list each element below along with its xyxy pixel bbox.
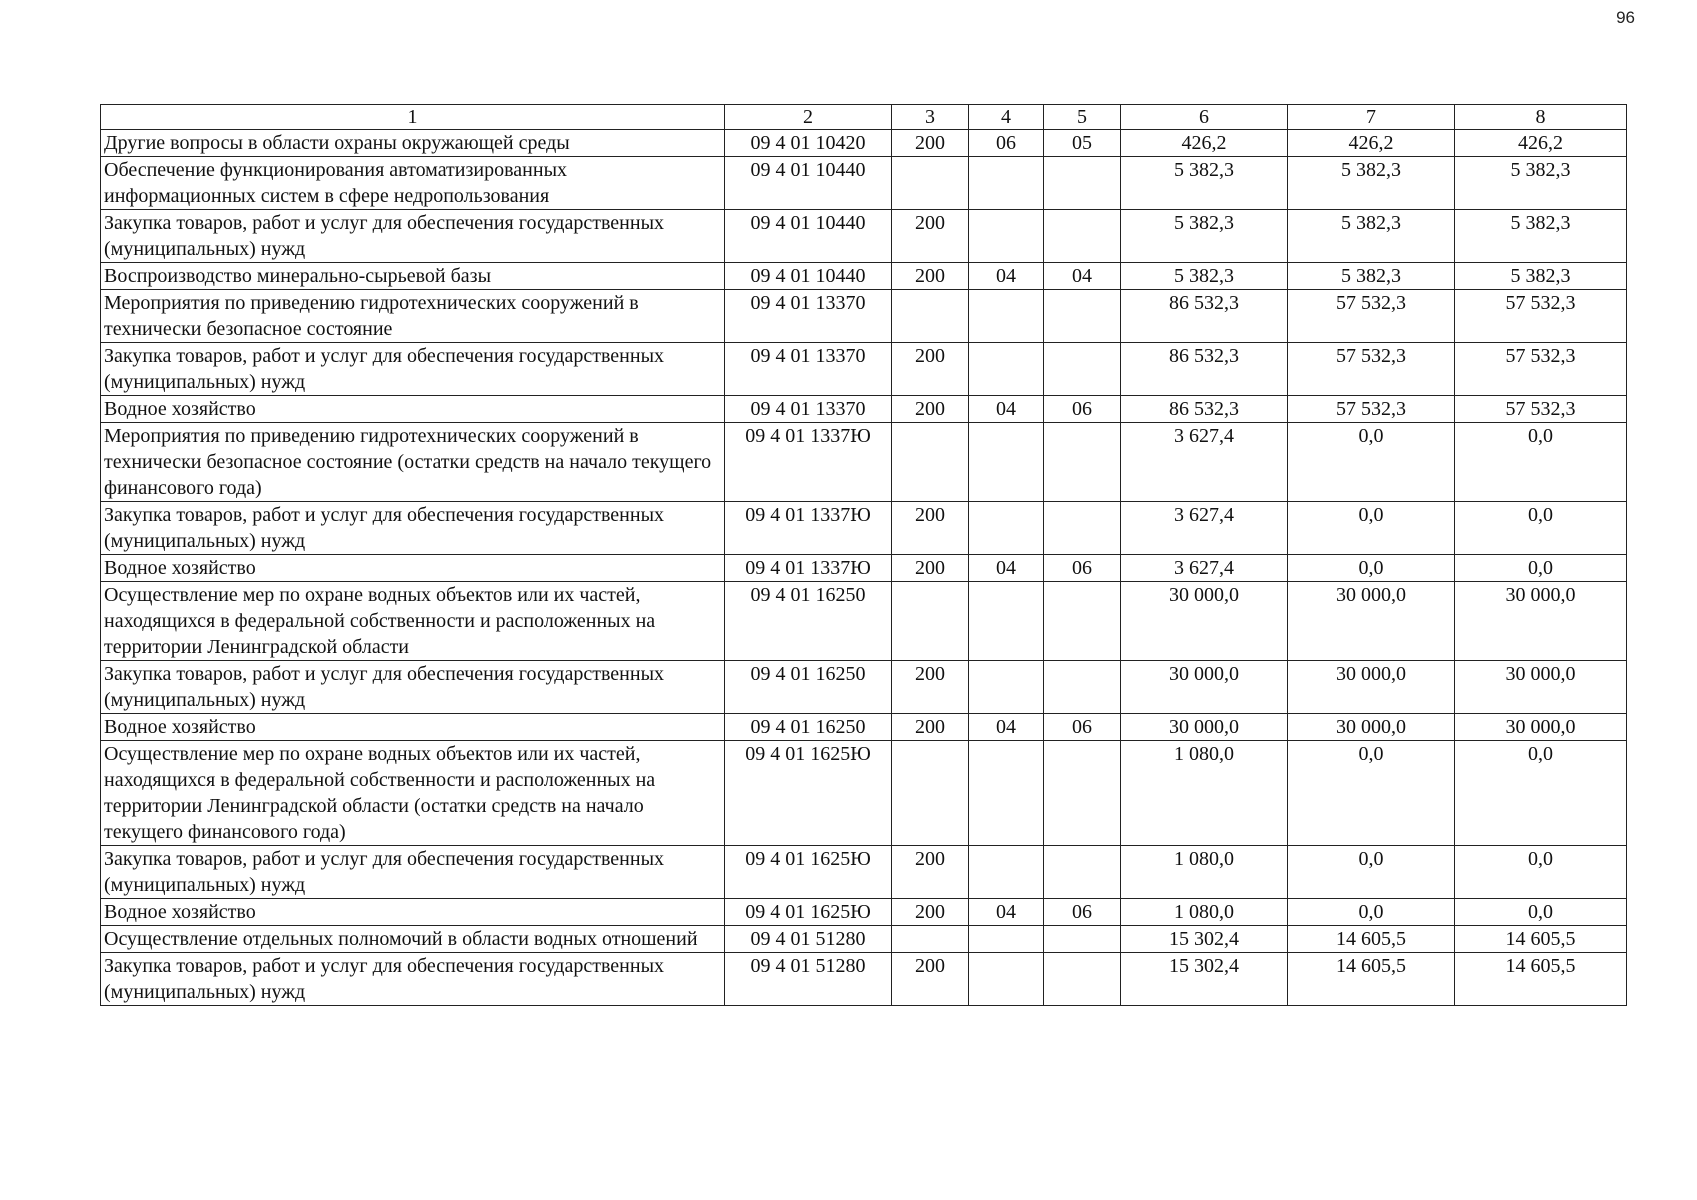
row-name-cell: Мероприятия по приведению гидротехнических сооружений в технически безопасное состояние [101, 290, 725, 343]
table-row [101, 741, 1627, 846]
row-vr-cell: 200 [892, 502, 969, 555]
row-value-col7-cell: 57 532,3 [1288, 343, 1455, 396]
row-vr-cell: 200 [892, 846, 969, 899]
row-value-col6-cell: 5 382,3 [1121, 210, 1288, 263]
row-pr-cell: 06 [1044, 396, 1121, 423]
row-value-col7-cell: 57 532,3 [1288, 290, 1455, 343]
row-code-cell: 09 4 01 10420 [725, 130, 892, 157]
row-value-col6-cell: 15 302,4 [1121, 926, 1288, 953]
row-code-cell: 09 4 01 1625Ю [725, 846, 892, 899]
row-value-col7-cell: 14 605,5 [1288, 926, 1455, 953]
row-value-col6-cell: 30 000,0 [1121, 714, 1288, 741]
row-code-cell: 09 4 01 13370 [725, 343, 892, 396]
row-value-col7-cell: 30 000,0 [1288, 582, 1455, 661]
row-value-col8-cell: 30 000,0 [1455, 661, 1627, 714]
table-row [101, 396, 1627, 423]
table-row [101, 210, 1627, 263]
table-row [101, 502, 1627, 555]
row-code-cell: 09 4 01 1337Ю [725, 423, 892, 502]
row-rz-cell [969, 926, 1044, 953]
row-vr-cell [892, 582, 969, 661]
row-value-col8-cell: 0,0 [1455, 423, 1627, 502]
row-vr-cell [892, 926, 969, 953]
row-code-cell: 09 4 01 13370 [725, 290, 892, 343]
row-value-col8-cell: 0,0 [1455, 846, 1627, 899]
row-rz-cell: 04 [969, 555, 1044, 582]
row-rz-cell [969, 661, 1044, 714]
row-name-cell: Закупка товаров, работ и услуг для обеспечения государственных (муниципальных) нужд [101, 210, 725, 263]
row-value-col8-cell: 5 382,3 [1455, 263, 1627, 290]
row-name-cell: Воспроизводство минерально-сырьевой базы [101, 263, 725, 290]
row-value-col8-cell: 5 382,3 [1455, 157, 1627, 210]
table-row [101, 263, 1627, 290]
row-value-col7-cell: 426,2 [1288, 130, 1455, 157]
row-code-cell: 09 4 01 1625Ю [725, 741, 892, 846]
row-name-cell: Закупка товаров, работ и услуг для обеспечения государственных (муниципальных) нужд [101, 846, 725, 899]
row-rz-cell: 04 [969, 899, 1044, 926]
row-value-col7-cell: 5 382,3 [1288, 263, 1455, 290]
budget-table [100, 104, 1627, 1006]
row-vr-cell: 200 [892, 714, 969, 741]
row-code-cell: 09 4 01 1625Ю [725, 899, 892, 926]
row-code-cell: 09 4 01 16250 [725, 582, 892, 661]
row-value-col8-cell: 0,0 [1455, 741, 1627, 846]
row-rz-cell [969, 741, 1044, 846]
row-value-col7-cell: 0,0 [1288, 899, 1455, 926]
row-value-col8-cell: 14 605,5 [1455, 953, 1627, 1006]
row-value-col8-cell: 0,0 [1455, 899, 1627, 926]
row-value-col6-cell: 30 000,0 [1121, 661, 1288, 714]
row-rz-cell [969, 343, 1044, 396]
row-value-col8-cell: 57 532,3 [1455, 343, 1627, 396]
table-row [101, 899, 1627, 926]
row-name-cell: Мероприятия по приведению гидротехнических сооружений в технически безопасное состояние (остатки средств на начало текущего финансового года) [101, 423, 725, 502]
row-rz-cell [969, 846, 1044, 899]
row-code-cell: 09 4 01 1337Ю [725, 555, 892, 582]
row-pr-cell [1044, 290, 1121, 343]
row-vr-cell: 200 [892, 555, 969, 582]
row-value-col8-cell: 30 000,0 [1455, 714, 1627, 741]
row-vr-cell: 200 [892, 210, 969, 263]
row-rz-cell: 06 [969, 130, 1044, 157]
row-value-col7-cell: 30 000,0 [1288, 714, 1455, 741]
header-cell: 5 [1044, 105, 1121, 130]
row-pr-cell [1044, 157, 1121, 210]
row-vr-cell: 200 [892, 130, 969, 157]
row-value-col8-cell: 426,2 [1455, 130, 1627, 157]
row-value-col7-cell: 0,0 [1288, 423, 1455, 502]
row-value-col8-cell: 30 000,0 [1455, 582, 1627, 661]
row-name-cell: Водное хозяйство [101, 396, 725, 423]
table-row [101, 555, 1627, 582]
row-value-col6-cell: 1 080,0 [1121, 741, 1288, 846]
header-cell: 4 [969, 105, 1044, 130]
row-rz-cell [969, 210, 1044, 263]
row-rz-cell: 04 [969, 396, 1044, 423]
row-vr-cell: 200 [892, 899, 969, 926]
row-vr-cell: 200 [892, 953, 969, 1006]
header-cell: 1 [101, 105, 725, 130]
table-row [101, 343, 1627, 396]
row-pr-cell [1044, 582, 1121, 661]
row-code-cell: 09 4 01 16250 [725, 661, 892, 714]
table-row [101, 661, 1627, 714]
row-value-col7-cell: 0,0 [1288, 846, 1455, 899]
table-row [101, 157, 1627, 210]
row-rz-cell [969, 502, 1044, 555]
row-vr-cell [892, 157, 969, 210]
row-name-cell: Водное хозяйство [101, 714, 725, 741]
row-value-col6-cell: 1 080,0 [1121, 846, 1288, 899]
row-value-col7-cell: 0,0 [1288, 741, 1455, 846]
row-code-cell: 09 4 01 51280 [725, 953, 892, 1006]
row-value-col7-cell: 14 605,5 [1288, 953, 1455, 1006]
header-cell: 6 [1121, 105, 1288, 130]
row-value-col7-cell: 57 532,3 [1288, 396, 1455, 423]
row-value-col8-cell: 0,0 [1455, 555, 1627, 582]
table-row [101, 582, 1627, 661]
row-name-cell: Осуществление отдельных полномочий в области водных отношений [101, 926, 725, 953]
row-value-col8-cell: 14 605,5 [1455, 926, 1627, 953]
row-value-col8-cell: 5 382,3 [1455, 210, 1627, 263]
row-value-col7-cell: 5 382,3 [1288, 210, 1455, 263]
row-value-col7-cell: 0,0 [1288, 502, 1455, 555]
row-value-col6-cell: 426,2 [1121, 130, 1288, 157]
row-value-col6-cell: 86 532,3 [1121, 343, 1288, 396]
row-code-cell: 09 4 01 13370 [725, 396, 892, 423]
row-code-cell: 09 4 01 10440 [725, 263, 892, 290]
row-rz-cell [969, 157, 1044, 210]
budget-table-container [100, 104, 1626, 1006]
row-value-col6-cell: 86 532,3 [1121, 396, 1288, 423]
table-row [101, 130, 1627, 157]
table-row [101, 846, 1627, 899]
row-rz-cell [969, 423, 1044, 502]
table-row [101, 953, 1627, 1006]
row-rz-cell: 04 [969, 714, 1044, 741]
row-name-cell: Осуществление мер по охране водных объектов или их частей, находящихся в федеральной собственности и расположенных на территории Ленинградской области (остатки средств на начало текущего финансового года) [101, 741, 725, 846]
row-value-col8-cell: 57 532,3 [1455, 290, 1627, 343]
row-rz-cell: 04 [969, 263, 1044, 290]
row-name-cell: Закупка товаров, работ и услуг для обеспечения государственных (муниципальных) нужд [101, 661, 725, 714]
row-pr-cell: 04 [1044, 263, 1121, 290]
table-header-row [101, 105, 1627, 130]
row-value-col7-cell: 30 000,0 [1288, 661, 1455, 714]
row-code-cell: 09 4 01 51280 [725, 926, 892, 953]
row-value-col6-cell: 30 000,0 [1121, 582, 1288, 661]
row-value-col6-cell: 5 382,3 [1121, 263, 1288, 290]
row-value-col8-cell: 0,0 [1455, 502, 1627, 555]
header-cell: 3 [892, 105, 969, 130]
row-name-cell: Закупка товаров, работ и услуг для обеспечения государственных (муниципальных) нужд [101, 343, 725, 396]
row-pr-cell [1044, 210, 1121, 263]
row-pr-cell [1044, 741, 1121, 846]
row-code-cell: 09 4 01 10440 [725, 157, 892, 210]
row-pr-cell: 06 [1044, 555, 1121, 582]
table-row [101, 290, 1627, 343]
row-name-cell: Закупка товаров, работ и услуг для обеспечения государственных (муниципальных) нужд [101, 953, 725, 1006]
row-code-cell: 09 4 01 10440 [725, 210, 892, 263]
row-pr-cell: 05 [1044, 130, 1121, 157]
row-pr-cell [1044, 926, 1121, 953]
row-value-col6-cell: 86 532,3 [1121, 290, 1288, 343]
row-vr-cell: 200 [892, 263, 969, 290]
row-name-cell: Водное хозяйство [101, 899, 725, 926]
row-vr-cell [892, 290, 969, 343]
table-row [101, 926, 1627, 953]
header-cell: 8 [1455, 105, 1627, 130]
row-value-col6-cell: 3 627,4 [1121, 423, 1288, 502]
row-value-col8-cell: 57 532,3 [1455, 396, 1627, 423]
row-name-cell: Другие вопросы в области охраны окружающей среды [101, 130, 725, 157]
row-name-cell: Закупка товаров, работ и услуг для обеспечения государственных (муниципальных) нужд [101, 502, 725, 555]
row-value-col6-cell: 1 080,0 [1121, 899, 1288, 926]
row-name-cell: Водное хозяйство [101, 555, 725, 582]
row-vr-cell [892, 423, 969, 502]
row-vr-cell: 200 [892, 343, 969, 396]
row-pr-cell: 06 [1044, 899, 1121, 926]
row-pr-cell: 06 [1044, 714, 1121, 741]
row-value-col6-cell: 15 302,4 [1121, 953, 1288, 1006]
row-name-cell: Обеспечение функционирования автоматизированных информационных систем в сфере недропользования [101, 157, 725, 210]
row-pr-cell [1044, 343, 1121, 396]
row-value-col7-cell: 5 382,3 [1288, 157, 1455, 210]
row-value-col6-cell: 3 627,4 [1121, 502, 1288, 555]
row-name-cell: Осуществление мер по охране водных объектов или их частей, находящихся в федеральной собственности и расположенных на территории Ленинградской области [101, 582, 725, 661]
row-rz-cell [969, 582, 1044, 661]
row-value-col6-cell: 5 382,3 [1121, 157, 1288, 210]
page-number: 96 [1616, 8, 1635, 27]
row-pr-cell [1044, 423, 1121, 502]
header-cell: 2 [725, 105, 892, 130]
row-code-cell: 09 4 01 1337Ю [725, 502, 892, 555]
row-vr-cell: 200 [892, 396, 969, 423]
row-value-col7-cell: 0,0 [1288, 555, 1455, 582]
row-pr-cell [1044, 502, 1121, 555]
row-rz-cell [969, 290, 1044, 343]
row-pr-cell [1044, 661, 1121, 714]
row-pr-cell [1044, 846, 1121, 899]
row-value-col6-cell: 3 627,4 [1121, 555, 1288, 582]
row-pr-cell [1044, 953, 1121, 1006]
row-vr-cell [892, 741, 969, 846]
header-cell: 7 [1288, 105, 1455, 130]
row-rz-cell [969, 953, 1044, 1006]
row-vr-cell: 200 [892, 661, 969, 714]
row-code-cell: 09 4 01 16250 [725, 714, 892, 741]
table-row [101, 423, 1627, 502]
table-row [101, 714, 1627, 741]
